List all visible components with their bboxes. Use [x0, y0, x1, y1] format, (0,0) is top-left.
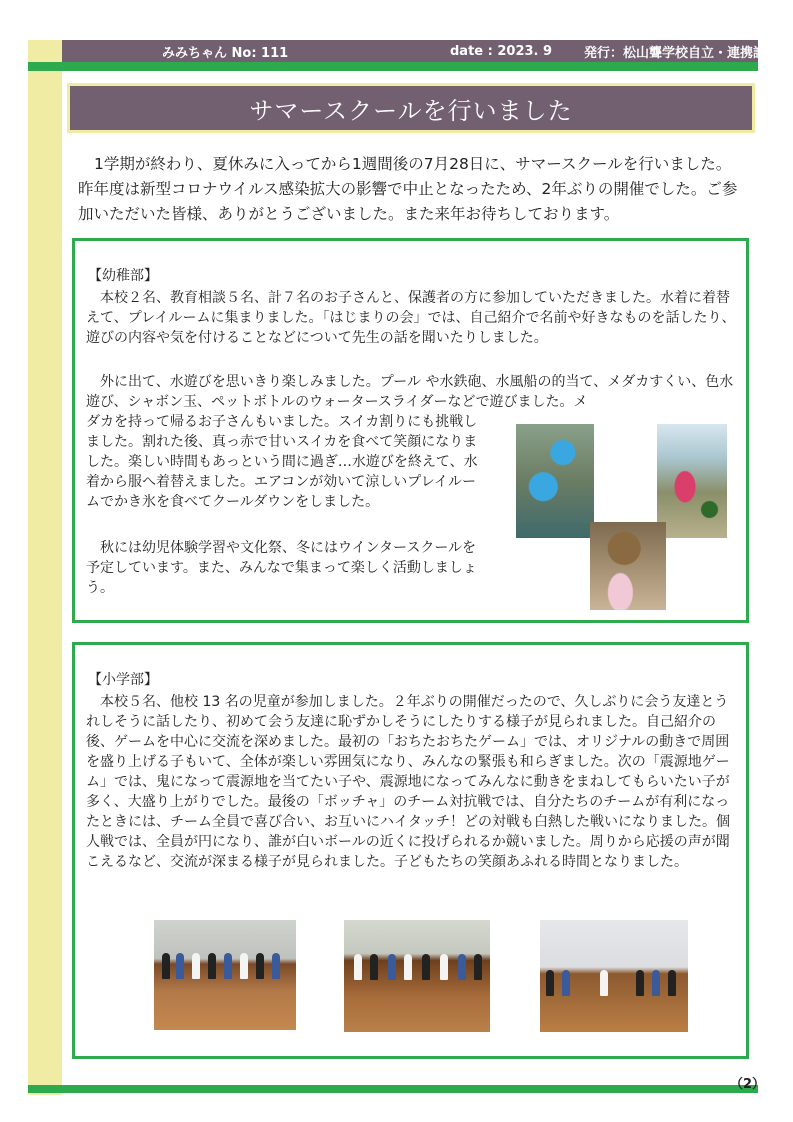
side-stripe [28, 40, 62, 1095]
page-number: （2） [730, 1077, 766, 1092]
photo-water-play [516, 424, 594, 538]
issue-date: date : 2023. 9 [450, 43, 553, 59]
kindergarten-paragraph-1: 本校２名、教育相談５名、計７名のお子さんと、保護者の方に参加していただきました。水着に着替えて、プレイルームに集まりました。「はじまりの会」では、自己紹介で名前や好きなものを話したり、遊びの内容や気を付けることなどについて先生の話を聞いたりしました。 [86, 290, 736, 346]
kindergarten-heading: 【幼稚部】 [88, 268, 158, 284]
page-title: サマースクールを行いました [67, 83, 755, 133]
newsletter-header [62, 40, 767, 62]
kindergarten-paragraph-2a: 外に出て、水遊びを思いきり楽しみました。プール や水鉄砲、水風船の的当て、メダカすくい、色水遊び、シャボン玉、ペットボトルのウォータースライダーなどで遊びました。メ [86, 374, 734, 410]
intro-paragraph: 1学期が終わり、夏休みに入ってから1週間後の7月28日に、サマースクールを行いました。昨年度は新型コロナウイルス感染拡大の影響で中止となったため、2年ぶりの開催でした。ご参加いただいた皆様、ありがとうございました。また来年お待ちしております。 [78, 155, 738, 223]
photo-gym-game-2 [344, 920, 490, 1032]
header-rule [28, 62, 758, 71]
publisher: 発行：松山聾学校自立・連携課 [584, 45, 767, 61]
photo-watermelon-split [657, 424, 727, 538]
kindergarten-paragraph-2b: ダカを持って帰るお子さんもいました。スイカ割りにも挑戦しました。割れた後、真っ赤で甘いスイカを食べて笑顔になりました。楽しい時間もあっという間に過ぎ…水遊びを終えて、水着から服へ着替えました。エアコンが効いて涼しいプレイルームでかき氷を食べてクールダウンをしました。 [86, 414, 478, 510]
photo-color-water [590, 522, 666, 610]
newsletter-name: みみちゃん No: 111 [162, 45, 289, 61]
elementary-paragraph: 本校５名、他校 13 名の児童が参加しました。２年ぶりの開催だったので、久しぶりに会う友達とうれしそうに話したり、初めて会う友達に恥ずかしそうにしたりする様子が見られました。自己紹介の後、ゲームを中心に交流を深めました。最初の「おちたおちたゲーム」では、オリジナルの動きで周囲を盛り上げる子もいて、全体が楽しい雰囲気になり、みんなの緊張も和らぎました。次の「震源地ゲーム」では、鬼になって震源地を当てたい子や、震源地になってみんなに動きをまねしてもらいたい子が多く、大盛り上がりでした。最後の「ボッチャ」のチーム対抗戦では、自分たちのチームが有利になったときには、チーム全員で喜び合い、お互いにハイタッチ！どの対戦も白熱した戦いになりました。個人戦では、全員が円になり、誰が白いボールの近くに投げられるか競いました。周りから応援の声が聞こえるなど、交流が深まる様子が見られました。子どもたちの笑顔あふれる時間となりました。 [86, 694, 730, 870]
photo-gym-game-1 [154, 920, 296, 1030]
photo-gym-boccia [540, 920, 688, 1032]
kindergarten-paragraph-3: 秋には幼児体験学習や文化祭、冬にはウインタースクールを予定しています。また、みんなで集まって楽しく活動しましょう。 [86, 540, 477, 596]
footer-rule [28, 1085, 758, 1093]
elementary-heading: 【小学部】 [88, 672, 158, 688]
